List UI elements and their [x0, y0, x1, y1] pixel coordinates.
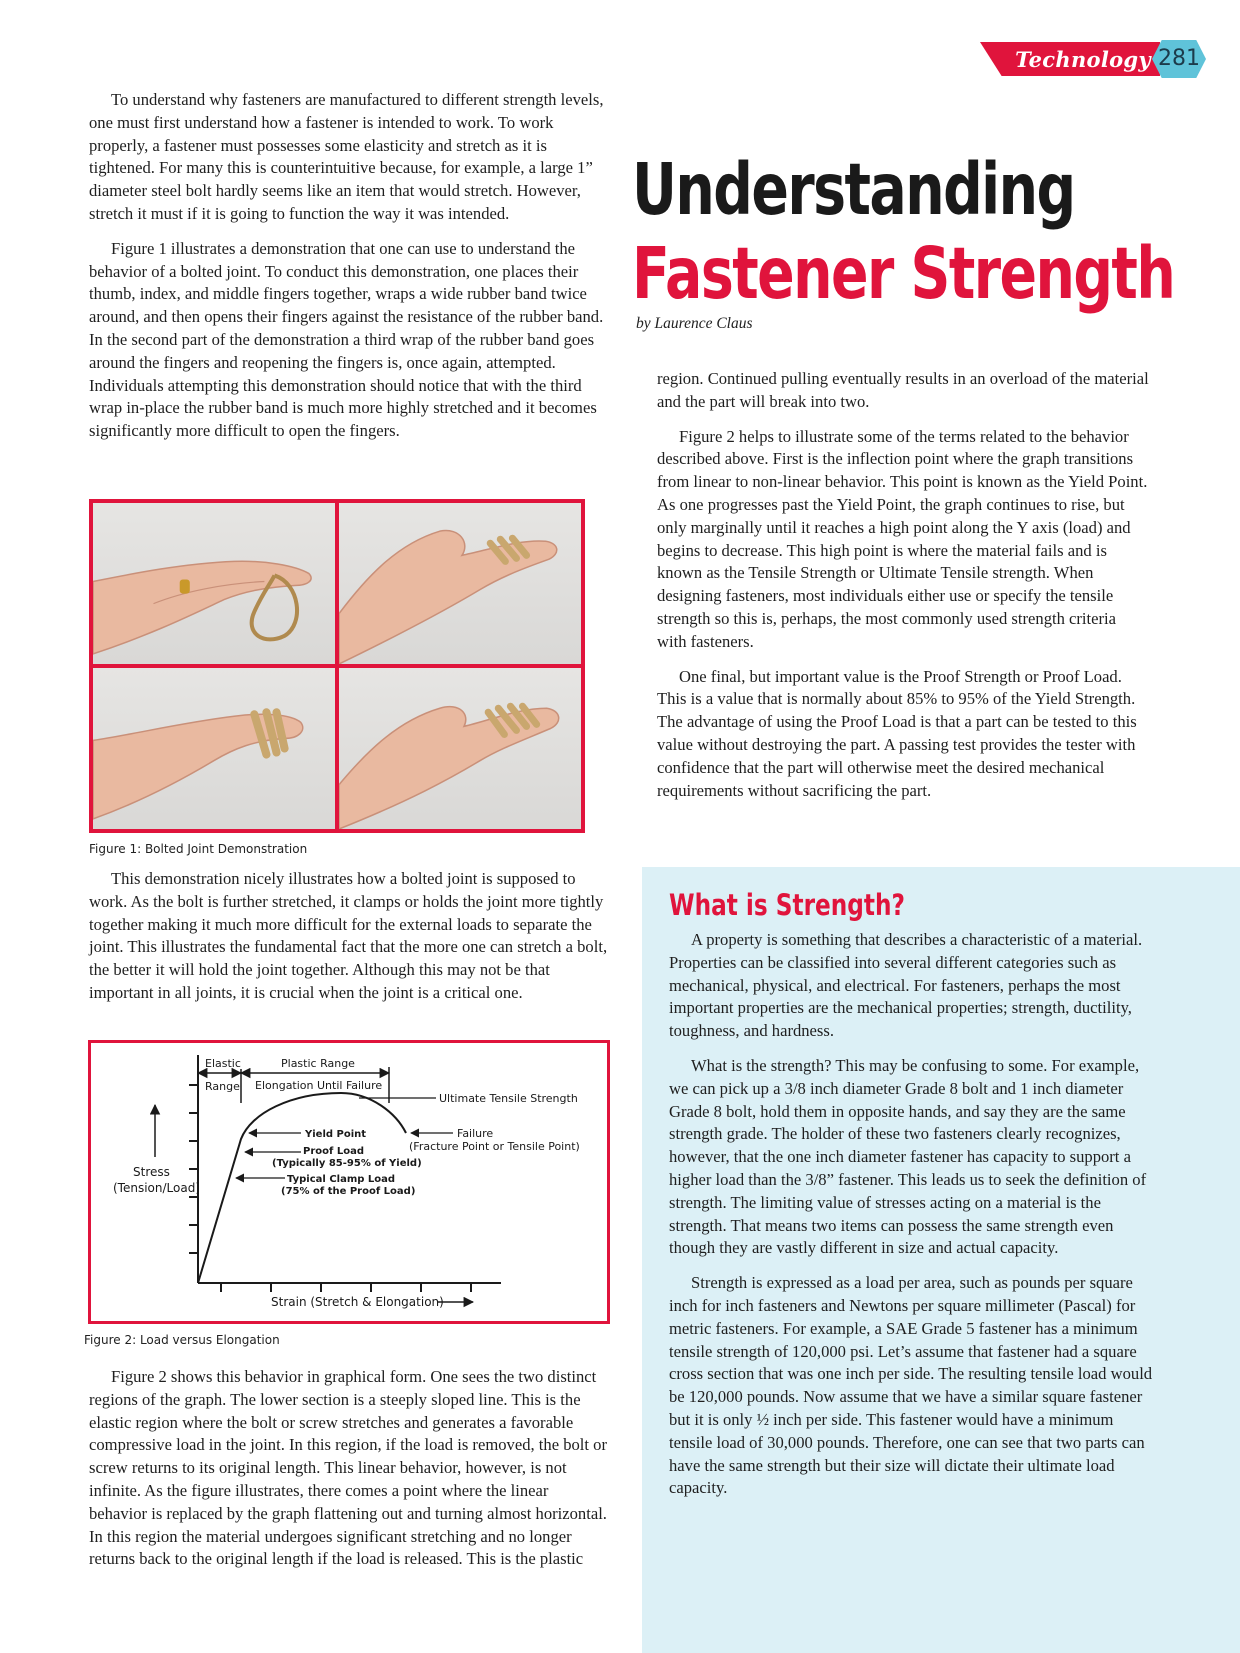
- label-stress-note: (Tension/Load): [113, 1181, 201, 1195]
- label-elastic: Elastic: [205, 1057, 241, 1070]
- paragraph: region. Continued pulling eventually results in an overload of the material and the part will break into two.: [657, 369, 1149, 411]
- photo-three-wraps-closed: [93, 668, 335, 829]
- photo-three-wraps-open: [339, 668, 581, 829]
- photo-two-wraps-open: [339, 503, 581, 664]
- paragraph: A property is something that describes a characteristic of a material. Properties can be classified into several different categories such as mechanical, physical, and electrical. For fasteners, perhaps the most important properties are the mechanical properties; strength, ductility, toughness, and hardness.: [669, 930, 1143, 1041]
- paragraph: What is the strength? This may be confusing to some. For example, we can pick up a 3/8 inch diameter Grade 8 bolt and 1 inch diameter Grade 8 bolt, hold them in opposite hands, and say they are the same strength grade. The holder of these two fasteners clearly recognizes, however, that the one inch diameter fastener has capacity to support a higher load than the 3/8” fastener. This leads us to seek the definition of strength. The limiting value of stresses acting on a material is the strength. That means two items can possess the same strength even though they are vastly different in size and actual capacity.: [669, 1055, 1147, 1258]
- sidebar-heading: What is Strength?: [669, 888, 905, 922]
- page-number: 281: [1158, 46, 1200, 71]
- paragraph: Figure 1 illustrates a demonstration that one can use to understand the behavior of a bolted joint. To conduct this demonstration, one places their thumb, index, and middle fingers together, wraps a wide rubber band twice around, and then opens their fingers against the resistance of the rubber band. In the second part of the demonstration a third wrap of the rubber band goes around the fingers and reopening the fingers is, once again, attempted. Individuals attempting this demonstration should notice that with the third wrap in-place the rubber band is much more highly stretched and it becomes significantly more difficult to open the fingers.: [89, 238, 604, 441]
- label-plastic-range: Plastic Range: [281, 1057, 355, 1070]
- label-clamp-load-note: (75% of the Proof Load): [281, 1186, 416, 1197]
- paragraph: To understand why fasteners are manufactured to different strength levels, one must first understand how a fastener is intended to work. To work properly, a fastener must possesses some elasticity and stretch as it is tightened. For many this is counterintuitive because, for example, a large 1” diameter steel bolt hardly seems like an item that would stretch. However, stretch it must if it is going to function the way it was intended.: [89, 90, 604, 223]
- hand-illustration: [93, 503, 335, 664]
- hand-illustration: [339, 668, 581, 829]
- load-elongation-graph: [91, 1043, 607, 1321]
- figure-1-caption: Figure 1: Bolted Joint Demonstration: [89, 842, 308, 856]
- label-stress: Stress: [133, 1165, 170, 1179]
- hand-illustration: [93, 668, 335, 829]
- y-axis-ticks: [189, 1085, 198, 1253]
- label-proof-load-note: (Typically 85-95% of Yield): [272, 1158, 422, 1169]
- column-left-bottom: [89, 1366, 609, 1583]
- column-right: [657, 368, 1149, 814]
- paragraph: One final, but important value is the Proof Strength or Proof Load. This is a value that is normally about 85% to 95% of the Yield Strength. The advantage of using the Proof Load is that a part can be tested to this value without destroying the part. A passing test provides the tester with confidence that the part will otherwise meet the desired mechanical requirements without sacrificing the part.: [657, 666, 1137, 800]
- label-failure-note: (Fracture Point or Tensile Point): [409, 1140, 580, 1153]
- article-title: [632, 148, 1175, 316]
- paragraph: Figure 2 shows this behavior in graphical form. One sees the two distinct regions of the graph. The lower section is a steeply sloped line. This is the elastic region where the bolt or screw stretches and generates a favorable compressive load in the joint. In this region, if the load is removed, the bolt or screw returns to its original length. This linear behavior, however, is not infinite. As the figure illustrates, there comes a point where the linear behavior is replaced by the graph flattening out and turning almost horizontal. In this region the material undergoes significant stretching and no longer returns back to the original length if the load is released. This is the plastic: [89, 1367, 607, 1569]
- label-strain: Strain (Stretch & Elongation): [271, 1295, 444, 1309]
- column-left-middle: [89, 868, 609, 1017]
- label-range: Range: [205, 1080, 240, 1093]
- paragraph: Strength is expressed as a load per area, such as pounds per square inch for inch fasteners and Newtons per square millimeter (Pascal) for metric fasteners. For example, a SAE Grade 5 fastener has a minimum tensile strength of 120,000 psi. Let’s assume that fastener had a square cross section that was one inch per side. The resulting tensile load would be 120,000 pounds. Now assume that we have a similar square fastener but it is only ½ inch per side. This fastener would have a minimum tensile load of 30,000 pounds. Therefore, one can see that two parts can have the same strength but their size will dictate their ultimate load capacity.: [669, 1273, 1153, 1498]
- label-proof-load: Proof Load: [303, 1146, 364, 1157]
- paragraph: This demonstration nicely illustrates how a bolted joint is supposed to work. As the bolt is further stretched, it clamps or holds the joint more tightly together making it much more difficult for the external loads to separate the joint. This illustrates the fundamental fact that the more one can stretch a bolt, the better it will hold the joint together. Although this may not be that important in all joints, it is crucial when the joint is a critical one.: [89, 869, 608, 1002]
- label-failure: Failure: [457, 1127, 494, 1140]
- label-clamp-load: Typical Clamp Load: [287, 1174, 396, 1185]
- section-label: Technology: [1015, 47, 1151, 72]
- photo-two-wraps-closed: [93, 503, 335, 664]
- title-line-1: Understanding: [632, 148, 1075, 231]
- x-axis-ticks: [221, 1283, 471, 1292]
- label-ultimate-tensile-strength: Ultimate Tensile Strength: [439, 1092, 578, 1105]
- section-tag: [980, 40, 1240, 80]
- figure-2-caption: Figure 2: Load versus Elongation: [84, 1333, 280, 1347]
- figure-1-photo-grid: [89, 499, 585, 833]
- title-line-2: Fastener Strength: [632, 232, 1175, 315]
- figure-2-diagram: [88, 1040, 610, 1324]
- hand-illustration: [339, 503, 581, 664]
- sidebar-text: [669, 929, 1159, 1512]
- label-elongation-until-failure: Elongation Until Failure: [255, 1079, 383, 1092]
- label-yield-point: Yield Point: [305, 1129, 367, 1140]
- column-left-top: [89, 89, 609, 455]
- byline: by Laurence Claus: [636, 315, 753, 332]
- paragraph: Figure 2 helps to illustrate some of the terms related to the behavior described above. First is the inflection point where the graph transitions from linear to non-linear behavior. This point is known as the Yield Point. As one progresses past the Yield Point, the graph continues to rise, but only marginally until it reaches a high point along the Y axis (load) and begins to decrease. This high point is where the material fails and is known as the Tensile Strength or Ultimate Tensile strength. When designing fasteners, most individuals either use or specify the tensile strength so this is, perhaps, the most commonly used strength criteria with fasteners.: [657, 426, 1148, 651]
